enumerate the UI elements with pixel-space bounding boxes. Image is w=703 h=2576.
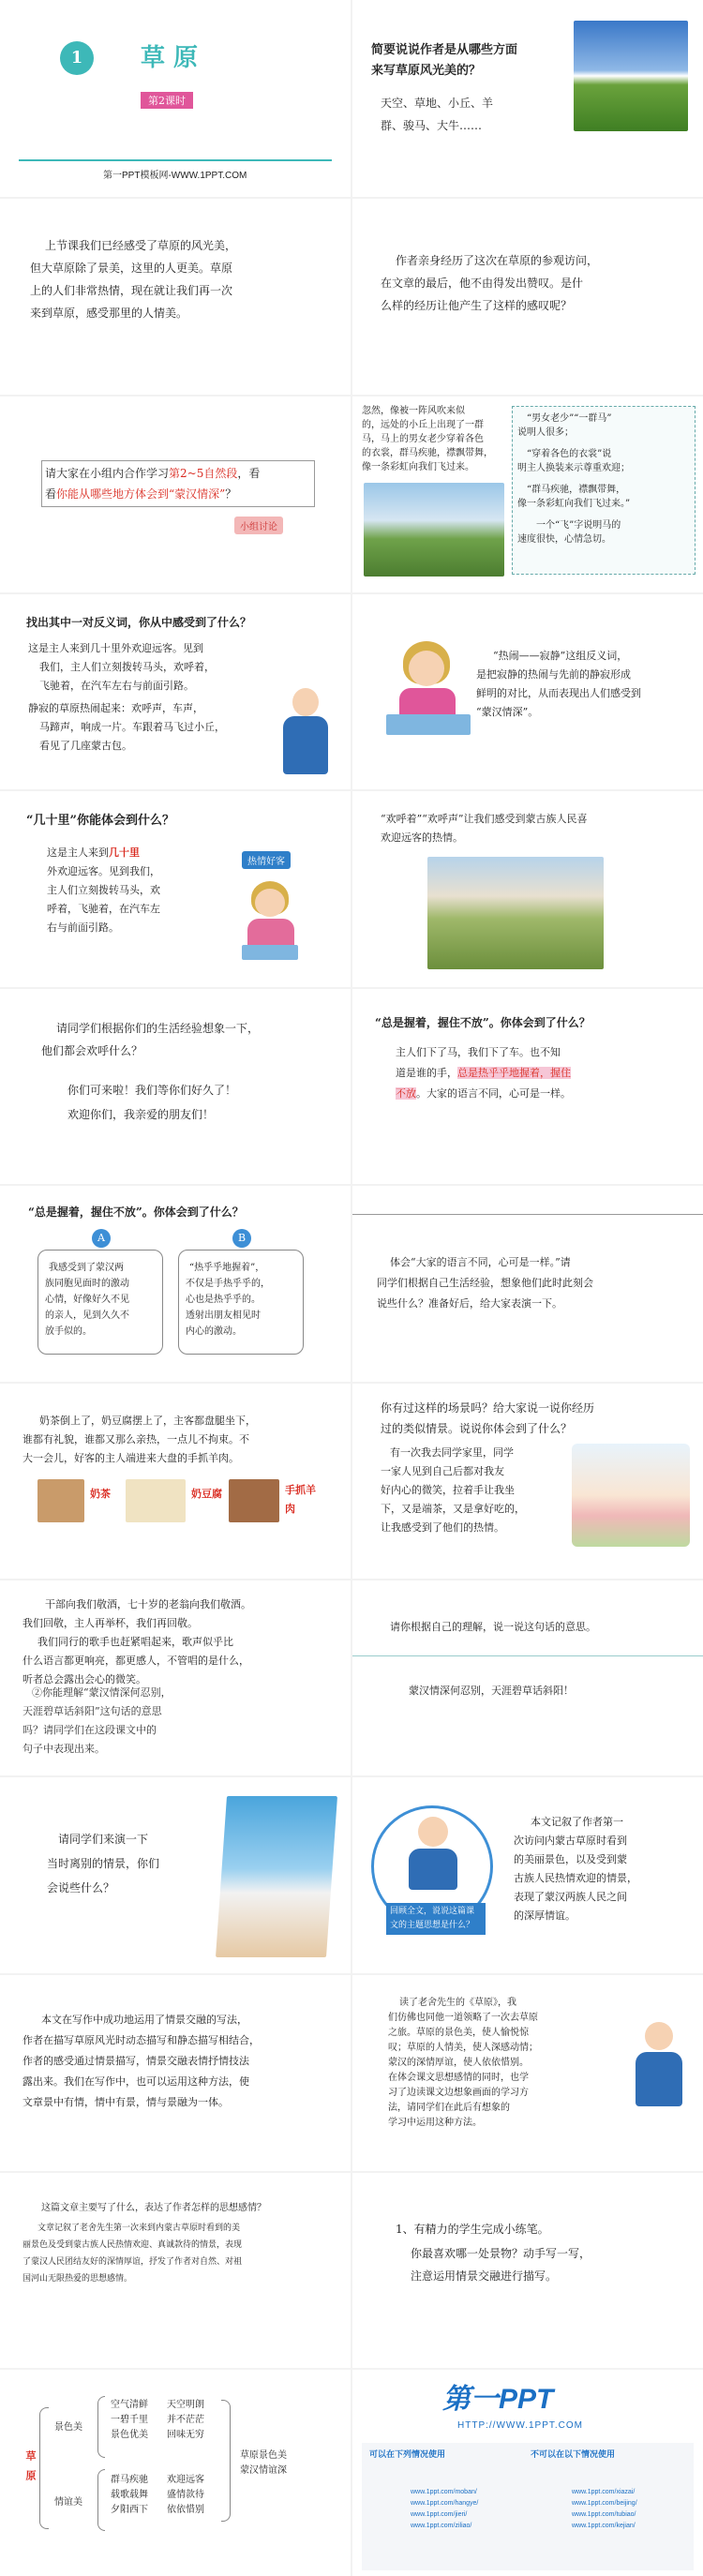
annotation-1: “男女老少”“一群马”: [527, 413, 612, 424]
task-line-2: [45, 485, 236, 503]
lesson-period-badge: 第2课时: [141, 92, 193, 109]
antonym-question: 找出其中一对反义词，你从中感受到了什么？: [26, 616, 252, 629]
handshake-highlight-b: 不放: [396, 1087, 416, 1100]
slide-homework: [352, 2173, 703, 2368]
imagine-answer-1: 你们可来啦！我们等你们好久了！: [67, 1084, 237, 1097]
overlay-line-4: 句子中表现出来。: [22, 1743, 105, 1755]
handshake-question: “总是握着，握住不放”。你体会到了什么？: [375, 1016, 591, 1029]
role-play-line-2: 同学们根据自己生活经验，想象他们此时此刻会: [377, 1277, 593, 1289]
bullet-2-line-2: 马蹄声，响成一片。车跟着马飞过小丘，: [39, 721, 225, 733]
card-a-line-4: 的亲人，见到久久不: [45, 1310, 129, 1321]
reading-girl-illustration: [238, 881, 304, 966]
slide-antonyms: [0, 594, 351, 789]
card-a-line-3: 心情，好像好久不见: [45, 1295, 129, 1305]
task-text-d: 看: [45, 487, 57, 501]
theme-line-6: 的深厚情谊。: [514, 1910, 576, 1922]
friendship-b-1: 欢迎远客: [167, 2475, 204, 2485]
experience-line-6: 下，又是端茶，又是拿好吃的，: [381, 1503, 525, 1515]
toast-line-1: 干部向我们敬酒，七十岁的老翁向我们敬酒。: [45, 1598, 251, 1610]
experience-line-4: 一家人见到自己后都对我友: [381, 1465, 504, 1477]
theme-line-2: 次访问内蒙古草原时看到: [514, 1835, 627, 1847]
milk-tofu-label: 奶豆腐: [191, 1488, 222, 1500]
distance-text-b: 几十里: [109, 846, 140, 859]
allowed-heading: 可以在下列情况使用: [369, 2449, 446, 2459]
main-idea-line-1: 文章记叙了老舍先生第一次来到内蒙古草原时看到的美: [37, 2224, 241, 2233]
credit-link-1[interactable]: www.1ppt.com/moban/: [411, 2489, 477, 2495]
main-idea-line-3: 了蒙汉人民团结友好的深情厚谊，抒发了作者对自然、对祖: [22, 2257, 243, 2267]
horse-text-1: 忽然，像被一阵风吹来似: [362, 406, 465, 416]
scenery-a-2: 一碧千里: [111, 2415, 148, 2425]
author-line-1: 作者亲身经历了这次在草原的参观访问，: [396, 254, 599, 267]
grassland-gathering-photo: [427, 857, 604, 969]
lesson-number-badge: 1: [60, 41, 94, 75]
homework-line-3: 注意运用情景交融进行描写。: [411, 2269, 558, 2283]
slide-cheering: [352, 791, 703, 987]
card-b-line-1: “热乎乎地握着”，: [189, 1263, 265, 1273]
horse-text-5: 像一条彩虹向我们飞过来。: [362, 462, 474, 472]
distance-line-0: [47, 844, 140, 861]
task-text-b: 第2~5自然段: [169, 467, 238, 480]
slide-feelings: [0, 1186, 351, 1382]
distance-line-3: 呼着，飞驰着，在汽车左: [47, 903, 160, 915]
distance-line-1: 外欢迎远客。见到我们，: [47, 865, 160, 877]
slide-intro: [0, 199, 351, 395]
credit-link-8[interactable]: www.1ppt.com/kejian/: [572, 2523, 636, 2529]
annotation-7: 一个“飞”字说明马的: [536, 520, 621, 531]
lesson-title: 草 原: [141, 44, 199, 72]
summary-line-5: 蒙汉的深情厚谊，使人依依惜别。: [388, 2058, 529, 2068]
scenery-b-2: 并不茫茫: [167, 2415, 204, 2425]
slide-scenery-question: [352, 0, 703, 197]
horse-text-4: 的衣裳，群马疾驰，襟飘带舞，: [362, 448, 493, 458]
task-text-a: 请大家在小组内合作学习: [45, 467, 170, 480]
slide-author-question: [352, 199, 703, 395]
overlay-line-3: 吗？请同学们在这段课文中的: [22, 1724, 157, 1736]
scenery-a-3: 景色优美: [111, 2430, 148, 2440]
slide-horses: [352, 397, 703, 592]
act-line-3: 会说些什么？: [47, 1881, 115, 1895]
main-idea-line-2: 丽景色及受到蒙古族人民热情欢迎、真诚款待的情景，表现: [22, 2240, 243, 2250]
summary-line-7: 习了边读课文边想象画面的学习方: [388, 2088, 529, 2098]
pointing-teacher-illustration: [630, 2022, 688, 2116]
mindmap-root: 草原: [24, 2450, 37, 2490]
intro-line-3: 上的人们非常热情，现在就让我们再一次: [30, 284, 233, 297]
friendship-brace: [97, 2469, 105, 2531]
experience-line-5: 好内心的微笑，拉着手让我坐: [381, 1484, 515, 1496]
farewell-quote: 蒙汉情深何忍别，天涯碧草话斜阳！: [409, 1685, 574, 1697]
card-b-line-4: 透射出朋友相见时: [186, 1310, 261, 1321]
credit-link-7[interactable]: www.1ppt.com/tubiao/: [572, 2511, 636, 2518]
method-line-4: 露出来。我们在写作中，也可以运用这种方法，使: [22, 2075, 249, 2088]
friendship-a-1: 群马疾驰: [111, 2475, 148, 2485]
feelings-question: “总是握着，握住不放”。你体会到了什么？: [28, 1206, 244, 1219]
homework-line-2: 你最喜欢哪一处景物？动手写一写，: [411, 2247, 591, 2260]
slide-writing-method: [0, 1975, 351, 2171]
credit-link-2[interactable]: www.1ppt.com/hangye/: [411, 2500, 479, 2507]
scenery-b-3: 回味无穷: [167, 2430, 204, 2440]
brand-url: HTTP://WWW.1PPT.COM: [457, 2420, 583, 2431]
method-line-1: 本文在写作中成功地运用了情景交融的写法，: [41, 2014, 247, 2026]
annotation-2: 说明人很多；: [517, 427, 574, 438]
credit-link-4[interactable]: www.1ppt.com/ziliao/: [411, 2523, 472, 2529]
feast-line-3: 大一会儿，好客的主人端进来大盘的手抓羊肉。: [22, 1452, 239, 1464]
mutton-label: 手抓羊肉: [285, 1484, 316, 1515]
top-divider: [352, 1214, 703, 1215]
branch-scenery: 景色美: [54, 2422, 82, 2433]
horse-riders-photo: [364, 483, 504, 577]
card-a-line-2: 族同胞见面时的激动: [45, 1279, 129, 1289]
annotation-8: 速度很快，心情急切。: [517, 534, 611, 545]
act-line-1: 请同学们来演一下: [58, 1833, 149, 1846]
root-brace: [39, 2407, 49, 2529]
act-line-2: 当时离别的情景，你们: [47, 1857, 160, 1870]
slide-credits: [352, 2370, 703, 2576]
method-line-3: 作者的感受通过情景描写，情景交融表情抒情技法: [22, 2055, 249, 2067]
credit-link-6[interactable]: www.1ppt.com/beijing/: [572, 2500, 637, 2507]
imagine-answer-2: 欢迎你们，我亲爱的朋友们！: [67, 1108, 215, 1121]
option-b-badge: B: [232, 1229, 251, 1248]
scenery-brace: [97, 2396, 105, 2458]
theme-line-3: 的美丽景色，以及受到蒙: [514, 1853, 627, 1865]
handshake-line-3: [396, 1085, 571, 1102]
annotation-3: “穿着各色的衣裳”说: [527, 449, 612, 459]
task-line-1: [45, 464, 260, 483]
handshake-highlight-a: 总是热乎乎地握着，握住: [457, 1067, 571, 1079]
toast-line-5: 听者总会露出会心的微笑。: [22, 1673, 146, 1685]
slide-farewell-act: [0, 1777, 351, 1973]
contrast-line-1: “热闹——寂静”这组反义词，: [493, 650, 628, 662]
teacher-illustration: [279, 688, 336, 782]
author-line-2: 在文章的最后，他不由得发出赞叹。是什: [381, 277, 584, 290]
intro-line-2: 但大草原除了景美，这里的人更美。草原: [30, 262, 233, 275]
slide-toasting: [0, 1580, 351, 1775]
theme-line-4: 古族人民热情欢迎的情景，: [514, 1872, 637, 1884]
feast-line-2: 谁都有礼貌，谁都又那么亲热，一点儿不拘束。不: [22, 1433, 249, 1445]
question-line-2: 来写草原风光美的？: [371, 64, 482, 78]
imagine-line-1: 请同学们根据你们的生活经验想象一下，: [56, 1022, 260, 1035]
summary-line-2: 们仿佛也同他一道领略了一次去草原: [388, 2013, 538, 2023]
bullet-2-line-3: 看见了几座蒙古包。: [39, 740, 132, 752]
distance-line-2: 主人们立刻拨转马头，欢: [47, 884, 160, 896]
card-b-line-2: 不仅是手热乎乎的，: [186, 1279, 270, 1289]
milk-tea-label: 奶茶: [90, 1488, 111, 1500]
slide-theme: [352, 1777, 703, 1973]
summary-line-3: 之旅。草原的景色美，使人愉悦惊: [388, 2028, 529, 2038]
contrast-line-4: “蒙汉情深”。: [476, 706, 539, 718]
role-play-line-3: 说些什么？准备好后，给大家表演一下。: [377, 1297, 562, 1310]
meaning-question: 请你根据自己的理解，说一说这句话的意思。: [390, 1621, 596, 1633]
summary-line-1: 读了老舍先生的《草原》，我: [399, 1998, 516, 2008]
annotation-5: “群马疾驰，襟飘带舞，: [527, 485, 626, 495]
method-line-2: 作者在描写草原风光时动态描写和静态描写相结合，: [22, 2034, 260, 2046]
handshake-line-1: 主人们下了马，我们下了车。也不知: [396, 1046, 561, 1058]
slide-main-idea: [0, 2173, 351, 2368]
experience-line-2: 过的类似情景。说说你体会到了什么？: [381, 1422, 573, 1435]
bullet-1-line-1: 这是主人来到几十里外欢迎远客。见到: [28, 642, 203, 654]
credit-link-3[interactable]: www.1ppt.com/jieri/: [411, 2511, 468, 2518]
slide-summary: [352, 1975, 703, 2171]
distance-question: “几十里”你能体会到什么？: [26, 814, 174, 828]
theme-line-1: 本文记叙了作者第一: [531, 1816, 623, 1828]
toast-line-3: 我们同行的歌手也赶紧唱起来，歌声似乎比: [37, 1636, 233, 1648]
task-text-f: ？: [225, 487, 237, 501]
main-idea-line-4: 国河山无限热爱的思想感情。: [22, 2274, 133, 2284]
task-text-e: 你能从哪些地方体会到“蒙汉情深”: [56, 487, 226, 501]
hospitality-tag: 热情好客: [242, 851, 291, 869]
question-line-1: 简要说说作者是从哪些方面: [371, 43, 518, 57]
card-a-line-5: 放手似的。: [45, 1326, 92, 1337]
slide-handshake: [352, 989, 703, 1184]
contrast-line-3: 鲜明的对比，从而表现出人们感受到: [476, 687, 641, 699]
horse-text-2: 的，远处的小丘上出现了一群: [362, 420, 484, 430]
site-footer: 第一PPT模板网-WWW.1PPT.COM: [103, 171, 247, 181]
toast-line-2: 我们回敬，主人再举杯，我们再回敬。: [22, 1617, 198, 1629]
summary-line-6: 在体会课文思想感情的同时，也学: [388, 2073, 529, 2083]
slide-farewell-meaning: [352, 1580, 703, 1775]
overlay-line-1: ②你能理解“蒙汉情深何忍别，: [32, 1686, 172, 1699]
handshake-line-2: [396, 1064, 571, 1082]
student-girl-illustration: [386, 641, 471, 744]
not-allowed-heading: 不可以在以下情况使用: [531, 2449, 616, 2459]
imagine-line-2: 他们都会欢呼什么？: [41, 1044, 143, 1057]
contrast-line-2: 是把寂静的热闹与先前的静寂形成: [476, 668, 631, 681]
annotation-6: 像一条彩虹向我们飞过来。”: [517, 499, 631, 509]
card-b-line-5: 内心的激动。: [186, 1326, 242, 1337]
card-a-line-1: 我感受到了蒙汉两: [49, 1263, 124, 1273]
teacher-with-glasses-illustration: [405, 1817, 461, 1892]
feast-line-1: 奶茶倒上了，奶豆腐摆上了，主客都盘腿坐下，: [39, 1415, 256, 1427]
intro-line-1: 上节课我们已经感受了草原的风光美，: [45, 239, 237, 252]
friendship-b-3: 依依惜别: [167, 2505, 204, 2515]
task-text-c: ，看: [237, 467, 261, 480]
answer-line-2: 群、骏马、大牛……: [381, 119, 483, 132]
milk-tofu-photo: [126, 1479, 186, 1522]
slide-role-play: [352, 1186, 703, 1382]
friendship-a-2: 载歌载舞: [111, 2490, 148, 2500]
method-line-5: 文章景中有情，情中有景，情与景融为一体。: [22, 2096, 229, 2108]
main-idea-question: 这篇文章主要写了什么，表达了作者怎样的思想感情？: [41, 2203, 266, 2213]
brand-logo: 第一PPT: [442, 2384, 554, 2415]
distance-text-a: 这是主人来到: [47, 846, 109, 859]
experience-line-1: 你有过这样的场景吗？给大家说一说你经历: [381, 1401, 595, 1415]
grassland-photo: [574, 21, 688, 131]
summary-line-4: 叹；草原的人情美，使人深感动情；: [388, 2043, 538, 2053]
homework-line-1: 1、有精力的学生完成小练笔。: [396, 2223, 549, 2236]
experience-line-7: 让我感受到了他们的热情。: [381, 1521, 504, 1534]
summary-friendship: 蒙汉情谊深: [240, 2465, 287, 2476]
scenery-a-1: 空气清鲜: [111, 2400, 148, 2410]
summary-bracket: [221, 2400, 231, 2522]
option-a-badge: A: [92, 1229, 111, 1248]
annotation-4: 明主人换装来示尊重欢迎；: [517, 463, 630, 473]
branch-friendship: 情谊美: [54, 2497, 82, 2508]
slide-title: [0, 0, 351, 197]
slide-contrast: [352, 594, 703, 789]
milk-tea-photo: [37, 1479, 84, 1522]
summary-scenery: 草原景色美: [240, 2450, 287, 2461]
meaning-divider: [352, 1655, 703, 1656]
author-line-3: 么样的经历让他产生了这样的感叹呢？: [381, 299, 573, 312]
yurt-family-illustration: [572, 1444, 690, 1547]
answer-line-1: 天空、草地、小丘、羊: [381, 97, 494, 110]
role-play-line-1: 体会“大家的语言不同，心可是一样。”请: [390, 1256, 571, 1268]
cheering-line-2: 欢迎远客的热情。: [381, 831, 463, 844]
friendship-b-2: 盛情款待: [167, 2490, 204, 2500]
slide-distance: [0, 791, 351, 987]
scenery-b-1: 天空明朗: [167, 2400, 204, 2410]
theme-line-5: 表现了蒙汉两族人民之间: [514, 1891, 627, 1903]
handshake-text-b: 。大家的语言不同，心可是一样。: [416, 1087, 571, 1100]
horse-text-3: 马，马上的男女老少穿着各色: [362, 434, 484, 444]
slide-mindmap: [0, 2370, 351, 2576]
slide-group-study: [0, 397, 351, 592]
cheering-line-1: “欢呼着”“欢呼声”让我们感受到蒙古族人民喜: [381, 813, 588, 825]
theme-question-1: 回顾全文，说说这篇课: [390, 1907, 475, 1916]
slide-imagine: [0, 989, 351, 1184]
slide-feast: [0, 1384, 351, 1579]
theme-question-2: 文的主题思想是什么？: [390, 1921, 475, 1930]
bullet-2-line-1: 静寂的草原热闹起来：欢呼声，车声，: [28, 702, 203, 714]
title-underline: [19, 159, 332, 161]
distance-line-4: 右与前面引路。: [47, 921, 119, 934]
mutton-photo: [229, 1479, 279, 1522]
credit-link-5[interactable]: www.1ppt.com/xiazai/: [572, 2489, 636, 2495]
handshake-text-a: 道是谁的手，: [396, 1067, 457, 1079]
summary-line-8: 法，请同学们在此后有想象的: [388, 2103, 510, 2113]
experience-line-3: 有一次我去同学家里，同学: [390, 1446, 514, 1459]
slide-experience: [352, 1384, 703, 1579]
farewell-illustration: [216, 1796, 337, 1957]
bullet-1-line-2: 我们，主人们立刻拨转马头，欢呼着，: [39, 661, 215, 673]
toast-line-4: 什么语言都更响亮，都更感人，不管唱的是什么，: [22, 1655, 249, 1667]
intro-line-4: 来到草原，感受那里的人情美。: [30, 307, 188, 320]
bullet-1-line-3: 飞驰着，在汽车左右与前面引路。: [39, 680, 194, 692]
friendship-a-3: 夕阳西下: [111, 2505, 148, 2515]
card-b-line-3: 心也是热乎乎的。: [186, 1295, 261, 1305]
summary-line-9: 学习中运用这种方法。: [388, 2118, 482, 2128]
group-discussion-tag: 小组讨论: [234, 517, 283, 534]
overlay-line-2: 天涯碧草话斜阳”这句话的意思: [22, 1705, 162, 1717]
